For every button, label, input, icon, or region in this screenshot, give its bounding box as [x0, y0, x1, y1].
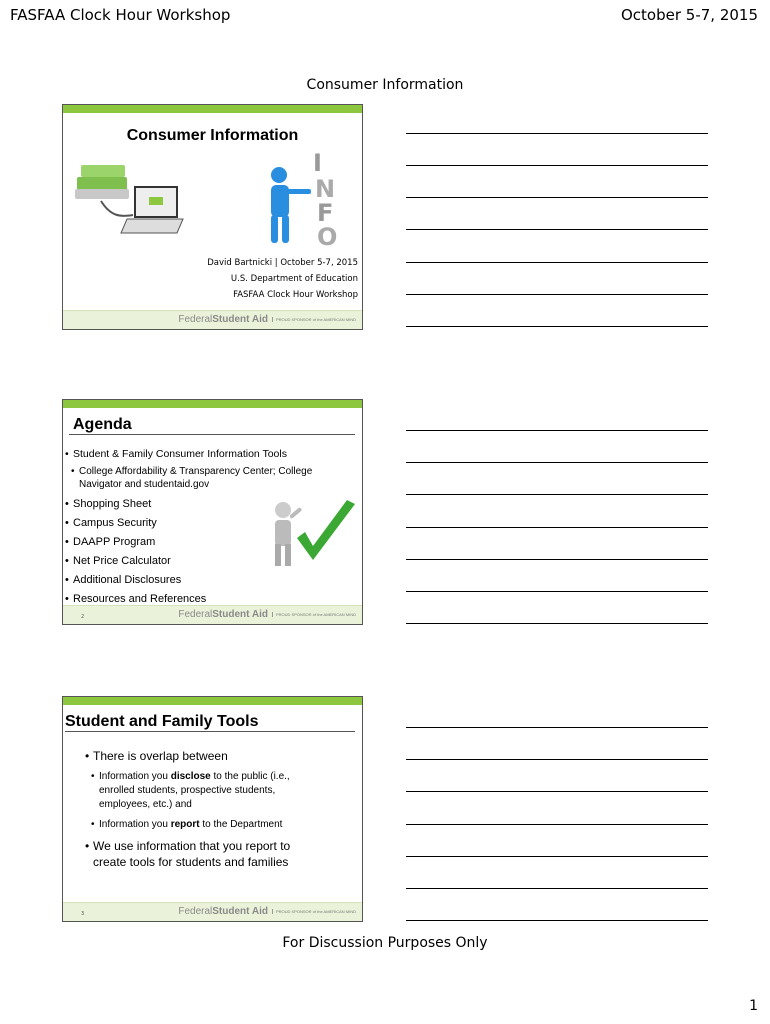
agenda-subitem-cont: Navigator and studentaid.gov	[79, 479, 210, 490]
bullet-report: • Information you report to the Department	[91, 819, 283, 830]
section-title: Consumer Information	[306, 77, 464, 93]
slide-1	[62, 104, 363, 330]
title-underline	[65, 731, 355, 732]
fsa-logo: FederalStudent Aid PROUD SPONSOR of the AMERICAN MIND	[178, 313, 356, 325]
department-line: U.S. Department of Education	[230, 274, 358, 284]
agenda-item: • Shopping Sheet	[65, 498, 152, 510]
agenda-item: • Resources and References	[65, 593, 207, 605]
slide-number: 3	[81, 911, 85, 917]
bullet-tools: • We use information that you report to	[85, 839, 291, 853]
svg-text:N: N	[315, 175, 336, 203]
workshop-line: FASFAA Clock Hour Workshop	[233, 290, 358, 300]
laptop-books-illustration	[71, 157, 191, 247]
svg-text:O: O	[317, 223, 338, 251]
header-left: FASFAA Clock Hour Workshop	[10, 6, 231, 24]
agenda-subitem: • College Affordability & Transparency Center; College	[71, 466, 313, 477]
slide-3-title: Student and Family Tools	[65, 713, 259, 730]
svg-text:F: F	[317, 199, 334, 227]
title-underline	[69, 434, 355, 435]
slide-top-bar	[63, 105, 362, 113]
info-person-illustration	[251, 143, 363, 253]
agenda-item: • DAAPP Program	[65, 536, 156, 548]
slide-3	[62, 696, 363, 922]
slide-top-bar	[63, 400, 362, 408]
bullet-tools-cont: create tools for students and families	[93, 855, 289, 869]
presenter-line: David Bartnicki | October 5-7, 2015	[207, 258, 358, 268]
page-number: 1	[749, 998, 758, 1014]
slide-1-title: Consumer Information	[126, 127, 299, 144]
checkmark-person-icon	[263, 496, 363, 571]
footer-text: For Discussion Purposes Only	[282, 935, 488, 951]
bullet-disclose-cont: enrolled students, prospective students,	[99, 785, 276, 796]
bullet-disclose-cont: employees, etc.) and	[99, 799, 192, 810]
slide-top-bar	[63, 697, 362, 705]
agenda-item: • Additional Disclosures	[65, 574, 182, 586]
fsa-logo: FederalStudent Aid PROUD SPONSOR of the AMERICAN MIND	[178, 608, 356, 620]
svg-text:I: I	[313, 149, 322, 177]
header-right: October 5-7, 2015	[620, 6, 758, 24]
slide-2-title: Agenda	[73, 416, 132, 433]
slide-2	[62, 399, 363, 625]
agenda-item: • Campus Security	[65, 517, 157, 529]
slide-number: 2	[81, 614, 85, 620]
agenda-item: • Net Price Calculator	[65, 555, 171, 567]
bullet-overlap: • There is overlap between	[85, 749, 228, 763]
fsa-logo: FederalStudent Aid PROUD SPONSOR of the AMERICAN MIND	[178, 905, 356, 917]
agenda-item: • Student & Family Consumer Information Tools	[65, 448, 287, 460]
bullet-disclose: • Information you disclose to the public (i.e.,	[91, 771, 290, 782]
